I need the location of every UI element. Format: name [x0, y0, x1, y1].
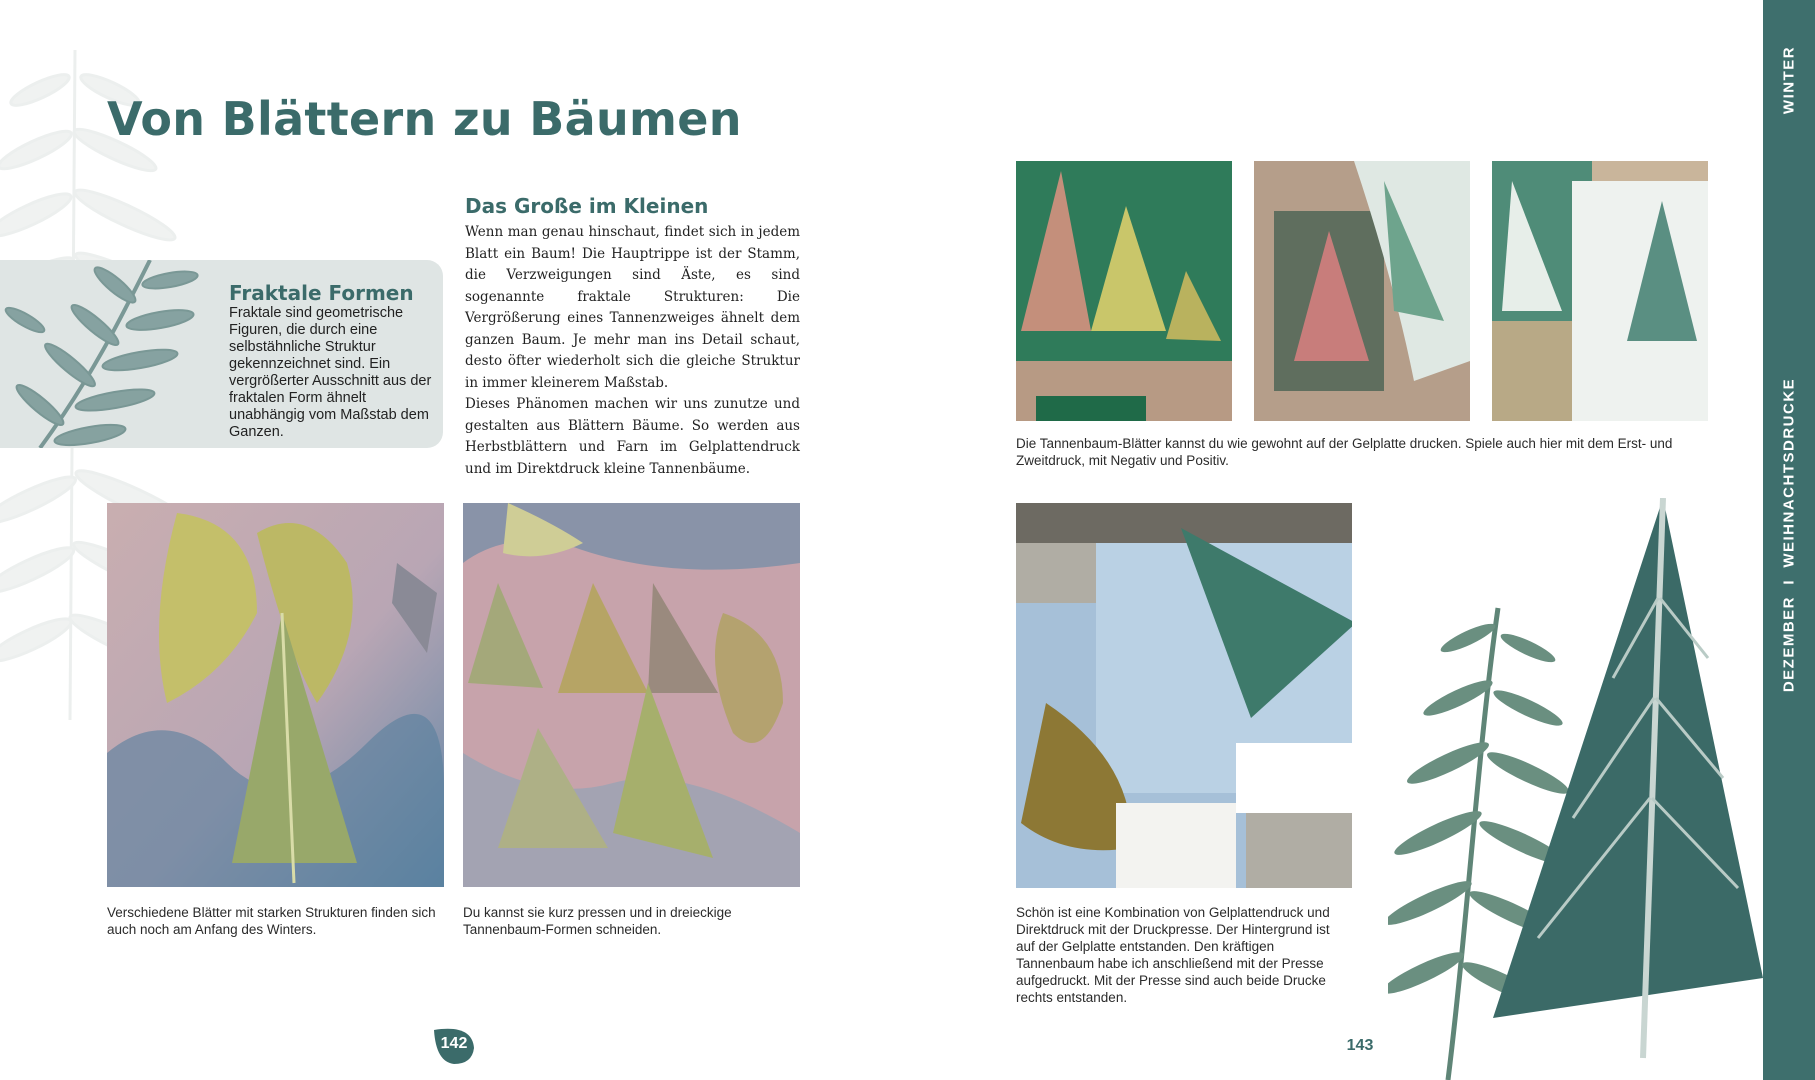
page-number-left-label: 142: [440, 1035, 468, 1052]
photo-combined-print: [1016, 503, 1352, 888]
infobox-text: Fraktale sind geometrische Figuren, die durch eine selbstähnliche Struktur gekennzeichnet sind. Ein vergrößerter Ausschnitt aus der fraktalen Form ähnelt unabhängig vom Maßstab dem Ganzen.: [229, 305, 432, 440]
caption-right-bottom: Schön ist eine Kombination von Gelplattendruck und Direktdruck mit der Druckpresse. Der Hintergrund ist auf der Gelplatte entstanden. Den kräftigen Tannenbaum habe ich anschließend mit der Presse aufgedruckt. Mit der Presse sind auch beide Drucke rechts entstanden.: [1016, 905, 1330, 1005]
fern-and-leaf-print-illustration: [1388, 498, 1763, 1080]
photo-leaves-on-green: [1016, 161, 1232, 421]
side-tab-chapter: [1764, 375, 1814, 695]
photo-triangle-leaves: [463, 503, 800, 887]
photo-gelplate-print: [1254, 161, 1470, 421]
page-title: Von Blättern zu Bäumen: [107, 92, 742, 146]
caption-left-2: Du kannst sie kurz pressen und in dreieckige Tannenbaum-Formen schneiden.: [463, 905, 732, 937]
caption-left-1: Verschiedene Blätter mit starken Strukturen finden sich auch noch am Anfang des Winters.: [107, 905, 436, 937]
infobox-title: Fraktale Formen: [229, 281, 414, 305]
section-heading: Das Große im Kleinen: [465, 194, 709, 218]
photo-leaves-on-dyed-paper: [107, 503, 444, 887]
body-paragraph: Wenn man genau hinschaut, findet sich in jedem Blatt ein Baum! Die Hauptrippe ist der Stamm, die Verzweigungen sind Äste, es sind sogenannte fraktale Strukturen: Die Vergrößerung eines Tannenzweiges ähnelt dem ganzen Baum. Je mehr man ins Detail schaut, desto öfter wiederholt sich die gleiche Struktur in immer kleinerem Maßstab.: [465, 224, 800, 391]
photo-negative-positive-prints: [1492, 161, 1708, 421]
page-number-right: 143: [1346, 1037, 1374, 1054]
caption-right-top: Die Tannenbaum-Blätter kannst du wie gewohnt auf der Gelplatte drucken. Spiele auch hier mit dem Erst- und Zweitdruck, mit Negativ und Positiv.: [1016, 436, 1673, 468]
fern-print-illustration: [0, 260, 210, 448]
side-tab-chapter-label: DEZEMBER I WEIHNACHTSDRUCKE: [1780, 377, 1798, 693]
section-body: [465, 222, 800, 480]
side-tab-season: [1764, 40, 1814, 120]
side-tab-season-label: WINTER: [1780, 45, 1798, 115]
body-paragraph: Dieses Phänomen machen wir uns zunutze und gestalten aus Blättern Bäume. So werden aus Herbstblättern und Farn im Gelplattendruck und im Direktdruck kleine Tannenbäume.: [465, 396, 800, 477]
page-number-left: [432, 1026, 476, 1066]
